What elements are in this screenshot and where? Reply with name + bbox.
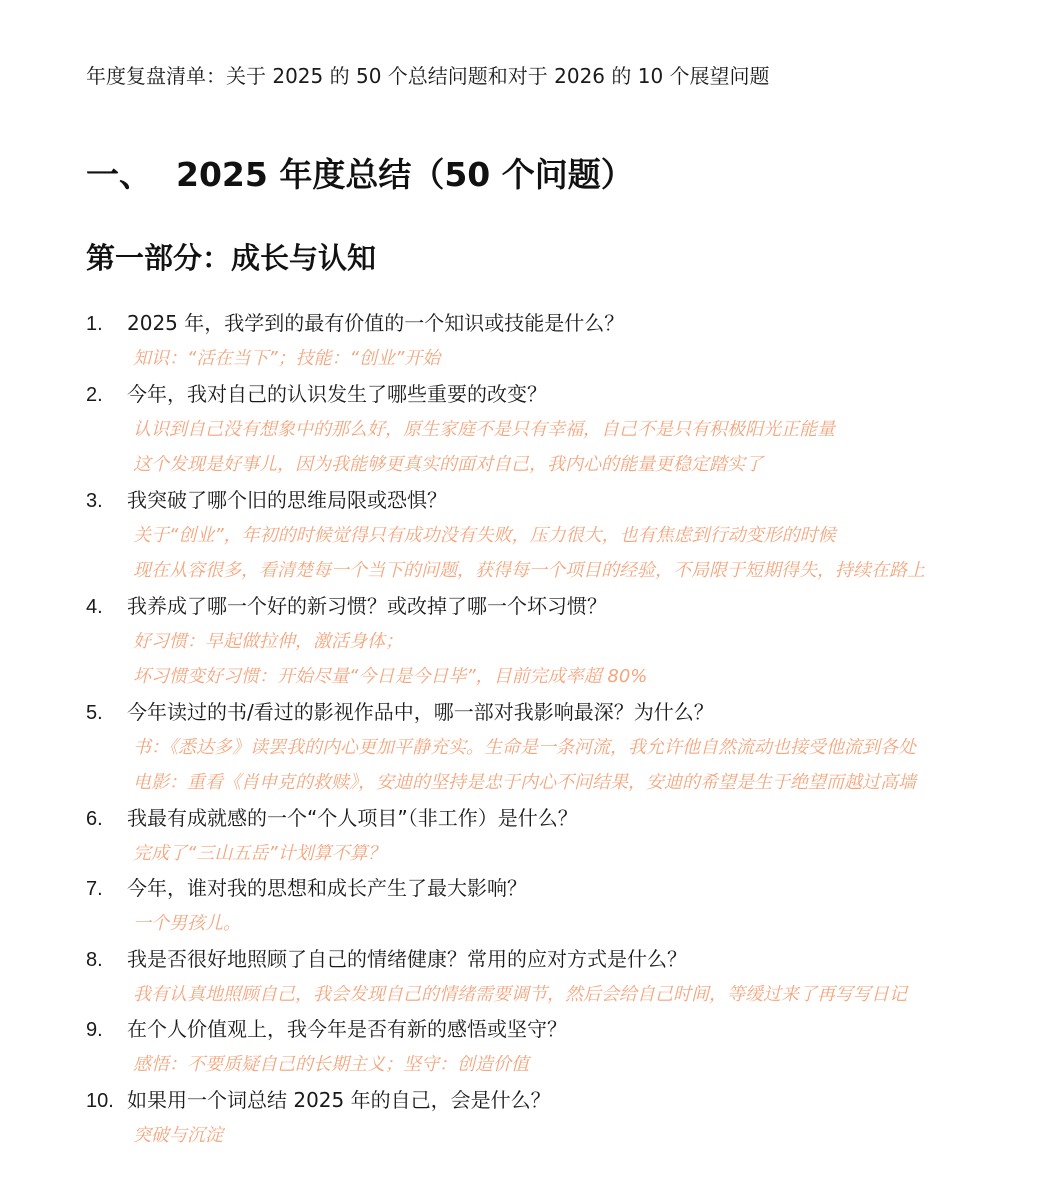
question-text: 2025 年，我学到的最有价值的一个知识或技能是什么？ — [127, 311, 625, 335]
question-text: 我是否很好地照顾了自己的情绪健康？常用的应对方式是什么？ — [127, 946, 687, 971]
question-text: 今年读过的书/看过的影视作品中，哪一部对我影响最深？为什么？ — [127, 699, 714, 724]
question-item — [86, 942, 1046, 1013]
question-row — [86, 1012, 1046, 1047]
question-text: 我养成了哪一个好的新习惯？或改掉了哪一个坏习惯？ — [127, 593, 607, 618]
question-item — [86, 871, 1046, 942]
question-number: 6. — [86, 807, 103, 830]
question-item — [86, 1083, 1046, 1154]
question-number: 8. — [86, 948, 103, 971]
answer-line: 我有认真地照顾自己，我会发现自己的情绪需要调节，然后会给自己时间，等缓过来了再写写日记 — [133, 983, 907, 1005]
answer-line: 认识到自己没有想象中的那么好，原生家庭不是只有幸福，自己不是只有积极阳光正能量 — [133, 418, 835, 440]
section-number: 一、 — [86, 155, 152, 194]
question-row — [86, 589, 1046, 624]
question-row — [86, 1083, 1046, 1118]
question-text: 今年，谁对我的思想和成长产生了最大影响？ — [127, 876, 527, 900]
question-row — [86, 801, 1046, 836]
answer-line: 书：《悉达多》读罢我的内心更加平静充实。生命是一条河流，我允许他自然流动也接受他流到各处 — [133, 736, 916, 758]
question-item — [86, 306, 1046, 377]
question-row — [86, 871, 1046, 906]
question-number: 9. — [86, 1019, 103, 1041]
question-item — [86, 589, 1046, 695]
part-heading: 第一部分：成长与认知 — [86, 241, 377, 275]
answer-line: 好习惯：早起做拉伸，激活身体； — [133, 630, 403, 652]
answer-line: 电影：重看《肖申克的救赎》，安迪的坚持是忠于内心不问结果，安迪的希望是生于绝望而越过高墙 — [133, 772, 916, 793]
answer-line: 坏习惯变好习惯：开始尽量“今日是今日毕”，目前完成率超 80% — [133, 666, 648, 687]
answer-line: 关于“创业”，年初的时候觉得只有成功没有失败，压力很大，也有焦虑到行动变形的时候 — [133, 524, 836, 546]
question-item — [86, 695, 1046, 801]
question-number: 3. — [86, 489, 103, 512]
question-text: 我突破了哪个旧的思维局限或恐惧？ — [127, 487, 447, 512]
question-text: 在个人价值观上，我今年是否有新的感悟或坚守？ — [127, 1017, 567, 1041]
answer-line: 一个男孩儿。 — [133, 913, 241, 934]
question-row — [86, 377, 1046, 412]
answer-line: 这个发现是好事儿，因为我能够更真实的面对自己，我内心的能量更稳定踏实了 — [133, 454, 763, 475]
document-title: 年度复盘清单：关于 2025 的 50 个总结问题和对于 2026 的 10 个展望问题 — [86, 64, 770, 88]
question-text: 我最有成就感的一个“个人项目”（非工作）是什么？ — [127, 805, 578, 830]
question-number: 2. — [86, 383, 103, 406]
answer-line: 现在从容很多，看清楚每一个当下的问题，获得每一个项目的经验，不局限于短期得失，持续在路上 — [133, 560, 925, 581]
question-item — [86, 801, 1046, 872]
question-row — [86, 483, 1046, 518]
section-heading — [86, 152, 634, 198]
question-number: 4. — [86, 595, 103, 618]
question-number: 7. — [86, 878, 103, 900]
question-item — [86, 483, 1046, 589]
answer-line: 知识：“活在当下”；技能：“创业”开始 — [133, 348, 441, 369]
question-row — [86, 306, 1046, 341]
question-text: 如果用一个词总结 2025 年的自己，会是什么？ — [127, 1087, 551, 1112]
answer-line: 感悟：不要质疑自己的长期主义；坚守：创造价值 — [133, 1054, 529, 1075]
question-row — [86, 942, 1046, 977]
question-text: 今年，我对自己的认识发生了哪些重要的改变？ — [127, 381, 547, 406]
answer-line: 突破与沉淀 — [133, 1124, 223, 1146]
answer-line: 完成了“三山五岳”计划算不算？ — [133, 842, 386, 864]
question-item — [86, 1012, 1046, 1083]
question-number: 1. — [86, 313, 103, 335]
section-title: 2025 年度总结（50 个问题） — [176, 155, 634, 194]
question-number: 10. — [86, 1089, 114, 1112]
question-number: 5. — [86, 701, 103, 724]
question-row — [86, 695, 1046, 730]
question-item — [86, 377, 1046, 483]
question-list — [86, 306, 1046, 1153]
